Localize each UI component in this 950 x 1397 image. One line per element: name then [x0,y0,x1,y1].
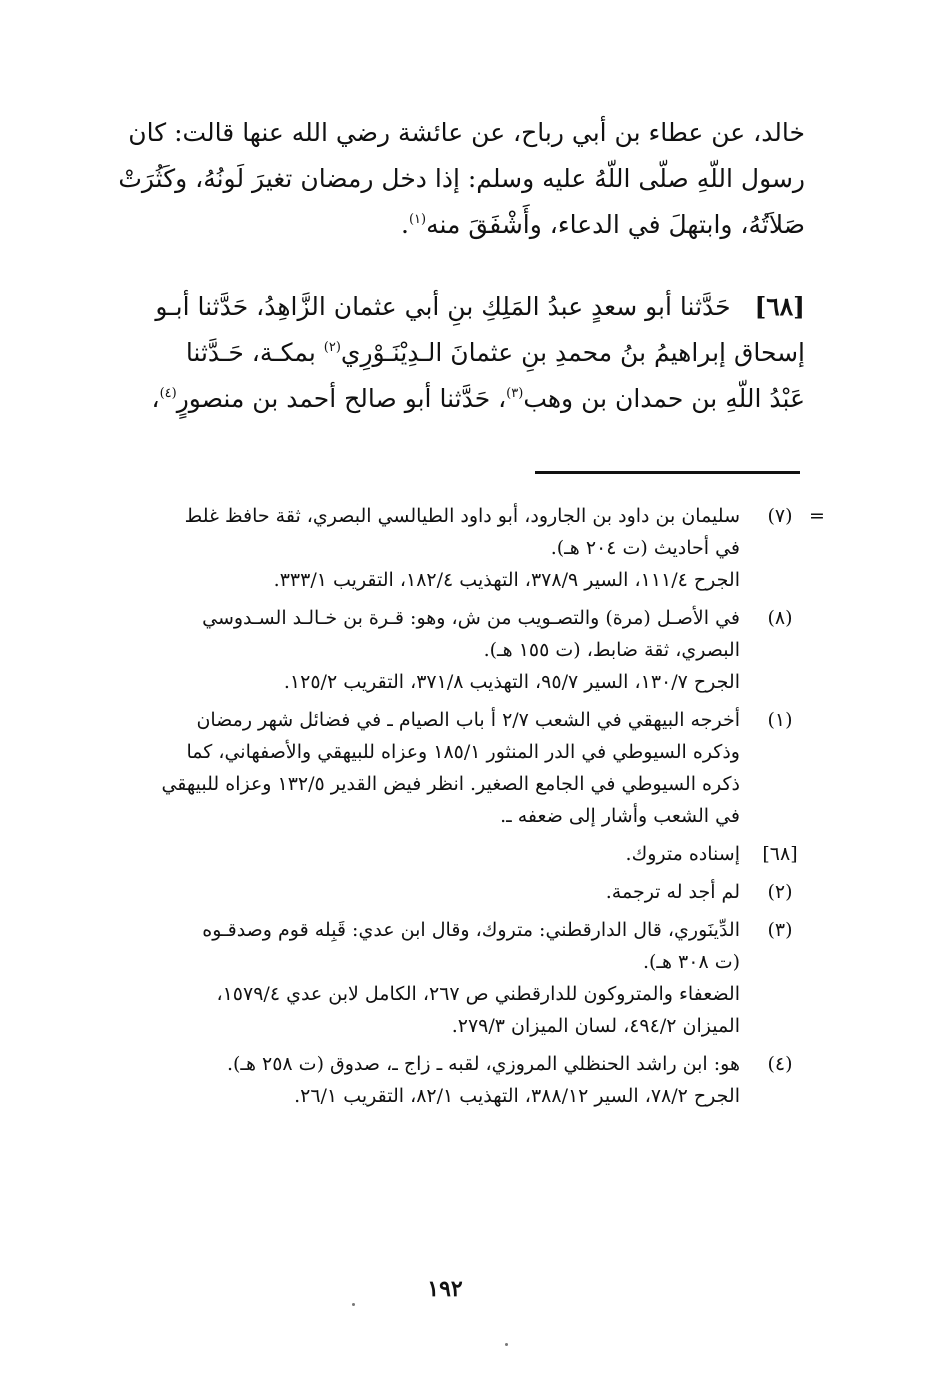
text-line [105,330,805,376]
text-line [105,376,805,422]
text-segment: عَبْدُ اللّهِ بن حمدان بن وهب [523,384,805,413]
footnote-separator [535,471,800,474]
footnote-ref: (٤) [159,386,177,401]
footnotes [105,500,825,1118]
footnote-line: وذكره السيوطي في الدر المنثور ١٨٥/١ وعزاه للبيهقي والأصفهاني، كما [186,741,740,763]
text-segment: ، حَدَّثنا أبو صالح أحمد بن منصورٍ [176,384,507,413]
footnote [105,704,825,832]
footnote-number: (٧) [767,505,793,527]
continuation-mark: = [809,505,825,527]
footnote-line: الجرح ١١١/٤، السير ٣٧٨/٩، التهذيب ١٨٢/٤، التقريب ٣٣٣/١. [273,569,740,591]
footnote-line: ذكره السيوطي في الجامع الصغير. انظر فيض القدير ١٣٢/٥ وعزاه للبيهقي [161,773,740,795]
footnote-number: (١) [767,709,793,731]
footnote-line: في الشعب وأشار إلى ضعفه ـ. [500,805,740,827]
hadith-number: [٦٨] [754,292,805,321]
footnote-line: البصري، ثقة ضابط، (ت ١٥٥ هـ). [483,639,740,661]
footnote-number: (٨) [767,607,793,629]
footnote-line: الضعفاء والمتروكون للدارقطني ص ٢٦٧، الكامل لابن عدي ١٥٧٩/٤، [216,983,740,1005]
footnote-line: الجرح ٧٨/٢، السير ٣٨٨/١٢، التهذيب ٨٢/١، التقريب ٢٦/١. [294,1085,740,1107]
footnote-line: الميزان ٤٩٤/٢، لسان الميزان ٢٧٩/٣. [451,1015,740,1037]
footnote-ref: (٢) [323,340,341,355]
footnote-line: في الأصـل (مرة) والتصـويب من ش، وهو: قـرة بن خـالـد السـدوسي [202,607,740,629]
footnote [105,602,825,698]
footnote-number: (٢) [767,881,793,903]
scan-speck [352,1303,355,1306]
scan-speck [505,1343,508,1346]
text-line: رسول اللّهِ صلّى اللّهُ عليه وسلم: إذا دخل رمضان تغيرَ لَونُهُ، وكَثُرَتْ [118,164,805,193]
footnote-number: (٤) [767,1053,793,1075]
footnote [105,914,825,1042]
text-segment: ، [151,384,160,413]
text-segment: بمكـة، حَـدَّثنا [185,338,324,367]
footnote-number: (٣) [767,919,793,941]
footnote-line: الدِّينَوري، قال الدارقطني: متروك، وقال ابن عدي: قَبِله قوم وصدقـوه [202,919,740,941]
footnote-line: أخرجه البيهقي في الشعب ٢/٧ أ باب الصيام ـ في فضائل شهر رمضان [196,709,740,731]
footnote-line: (ت ٣٠٨ هـ). [642,951,740,973]
footnote-line: إسناده متروك. [625,843,740,865]
text-segment: حَدَّثنا أبو سعدٍ عبدُ المَلِكِ بنِ أبي عثمان الزَّاهِدُ، حَدَّثنا أبـو [155,292,731,321]
text-line [105,284,805,330]
footnote-line: لم أجد له ترجمة. [605,881,740,903]
footnote [105,876,825,908]
footnote-ref: (١) [408,212,427,227]
text-segment: إسحاق إبراهيمُ بنُ محمدِ بنِ عثمانَ الـدِيْنَـوْرِي [340,338,805,367]
footnote [105,500,825,596]
footnote-line: الجرح ١٣٠/٧، السير ٩٥/٧، التهذيب ٣٧١/٨، التقريب ١٢٥/٢. [283,671,740,693]
footnote-ref: (٣) [506,386,524,401]
footnote [105,1048,825,1112]
footnote [105,838,825,870]
text-line: خالد، عن عطاء بن أبي رباح، عن عائشة رضي الله عنها قالت: كان [128,118,805,147]
footnote-line: سليمان بن داود بن الجارود، أبو داود الطيالسي البصري، ثقة حافظ غلط [184,505,740,527]
text-line [105,202,805,248]
main-paragraph-2 [105,284,805,422]
footnote-line: في أحاديث (ت ٢٠٤ هـ). [550,537,740,559]
text-segment: صَلاَتُهُ، وابتهلَ في الدعاء، وأَشْفَقَ منه [426,210,805,239]
main-paragraph-1 [105,110,805,248]
footnote-number: [٦٨] [762,843,798,865]
text-segment: . [400,210,409,239]
footnote-line: هو: ابن راشد الحنظلي المروزي، لقبه ـ زاج ـ، صدوق (ت ٢٥٨ هـ). [226,1053,740,1075]
page-number: ١٩٢ [427,1276,463,1302]
